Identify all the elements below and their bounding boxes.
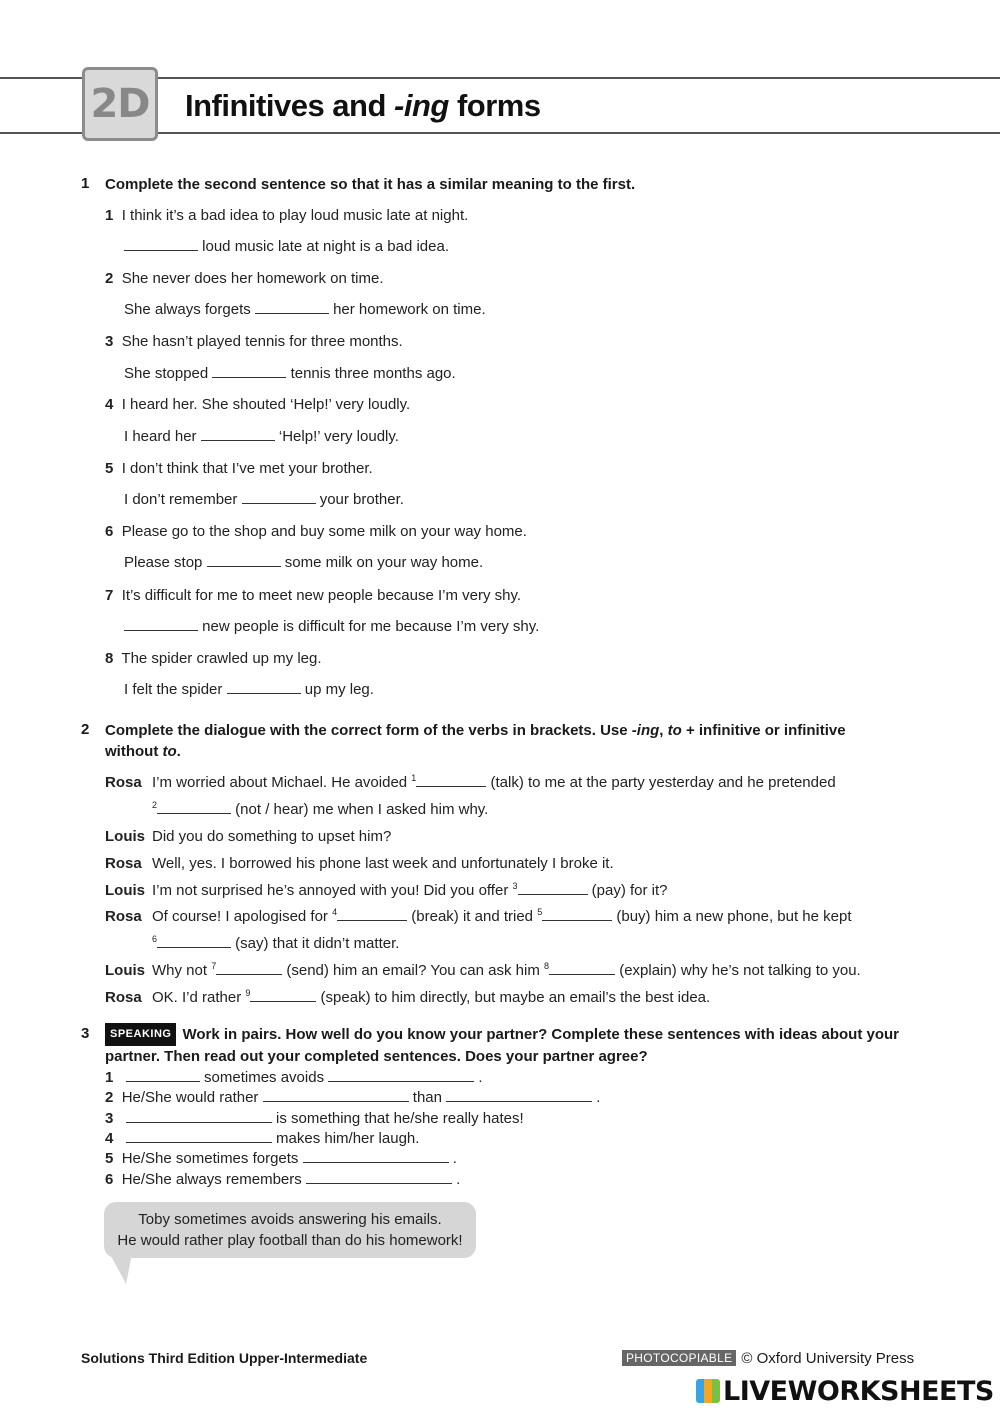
ex1-item-5-second: I don’t remember your brother.: [124, 491, 404, 508]
ex1-item-4-second: I heard her ‘Help!’ very loudly.: [124, 428, 399, 445]
answer-blank[interactable]: [328, 1069, 474, 1082]
dialogue-line: Rosa I’m worried about Michael. He avoided $^1$ (talk) to me at the party yesterday and he pretended: [105, 773, 836, 791]
ex3-item-3: 3 is something that he/she really hates!: [105, 1110, 524, 1127]
ex1-item-7-first: 7 It’s difficult for me to meet new people because I’m very shy.: [105, 587, 522, 604]
ex3-item-4: 4 makes him/her laugh.: [105, 1130, 420, 1147]
footer-book-title: Solutions Third Edition Upper-Intermediate: [81, 1350, 368, 1366]
answer-blank[interactable]: [518, 882, 588, 895]
speech-bubble-tail: [110, 1254, 136, 1284]
answer-blank[interactable]: [124, 618, 198, 631]
page-title: Infinitives and -ing forms: [185, 88, 541, 123]
ex1-item-4-first: 4 I heard her. She shouted ‘Help!’ very loudly.: [105, 396, 411, 413]
exercise-2-number: 2: [81, 721, 90, 738]
answer-blank[interactable]: [212, 365, 286, 378]
speech-bubble: Toby sometimes avoids answering his emails. He would rather play football than do his homework!: [104, 1202, 476, 1258]
answer-blank[interactable]: [306, 1171, 452, 1184]
dialogue-line: Rosa Well, yes. I borrowed his phone last week and unfortunately I broke it.: [105, 855, 614, 872]
answer-blank[interactable]: [549, 962, 615, 975]
dialogue-line: $^2$ (not / hear) me when I asked him why.: [152, 800, 489, 818]
unit-badge: 2D: [82, 67, 158, 141]
ex3-item-1: 1 sometimes avoids .: [105, 1069, 483, 1086]
answer-blank[interactable]: [126, 1130, 272, 1143]
answer-blank[interactable]: [255, 301, 329, 314]
dialogue-line: $^6$ (say) that it didn’t matter.: [152, 934, 400, 952]
answer-blank[interactable]: [542, 908, 612, 921]
exercise-3-number: 3: [81, 1025, 90, 1042]
ex3-item-6: 6 He/She always remembers .: [105, 1171, 461, 1188]
dialogue-line: Rosa OK. I’d rather $^9$ (speak) to him directly, but maybe an email’s the best idea.: [105, 988, 711, 1006]
answer-blank[interactable]: [242, 491, 316, 504]
ex1-item-8-first: 8 The spider crawled up my leg.: [105, 650, 322, 667]
answer-blank[interactable]: [124, 238, 198, 251]
answer-blank[interactable]: [157, 801, 231, 814]
ex3-item-2: 2 He/She would rather than .: [105, 1089, 601, 1106]
answer-blank[interactable]: [303, 1150, 449, 1163]
answer-blank[interactable]: [207, 554, 281, 567]
ex3-item-5: 5 He/She sometimes forgets .: [105, 1150, 457, 1167]
answer-blank[interactable]: [216, 962, 282, 975]
dialogue-line: Rosa Of course! I apologised for $^4$ (break) it and tried $^5$ (buy) him a new phone, but he kept: [105, 907, 852, 925]
answer-blank[interactable]: [201, 428, 275, 441]
footer-copyright: PHOTOCOPIABLE © Oxford University Press: [622, 1350, 914, 1367]
liveworksheets-watermark: LIVEWORKSHEETS: [696, 1376, 994, 1407]
ex1-item-5-first: 5 I don’t think that I’ve met your brother.: [105, 460, 373, 477]
answer-blank[interactable]: [337, 908, 407, 921]
ex1-item-1-second: loud music late at night is a bad idea.: [124, 238, 449, 255]
exercise-3-instruction: SPEAKING Work in pairs. How well do you know your partner? Complete these sentences with ideas about your partner. Then read out your completed sentences. Does your partner agree?: [105, 1023, 899, 1067]
photocopiable-badge: PHOTOCOPIABLE: [622, 1350, 736, 1366]
ex1-item-1-first: 1 I think it’s a bad idea to play loud music late at night.: [105, 207, 469, 224]
answer-blank[interactable]: [157, 935, 231, 948]
speaking-tag: SPEAKING: [105, 1023, 176, 1046]
answer-blank[interactable]: [227, 681, 301, 694]
ex1-item-6-second: Please stop some milk on your way home.: [124, 554, 484, 571]
answer-blank[interactable]: [263, 1089, 409, 1102]
answer-blank[interactable]: [250, 989, 316, 1002]
ex1-item-2-second: She always forgets her homework on time.: [124, 301, 486, 318]
dialogue-line: Louis Did you do something to upset him?: [105, 828, 392, 845]
exercise-2-instruction: Complete the dialogue with the correct form of the verbs in brackets. Use -ing, to + infinitive or infinitive without to.: [105, 722, 846, 760]
answer-blank[interactable]: [126, 1069, 200, 1082]
answer-blank[interactable]: [416, 774, 486, 787]
ex1-item-2-first: 2 She never does her homework on time.: [105, 270, 384, 287]
ex1-item-8-second: I felt the spider up my leg.: [124, 681, 374, 698]
liveworksheets-logo-icon: [696, 1379, 720, 1403]
exercise-1-number: 1: [81, 175, 90, 192]
exercise-1-instruction: Complete the second sentence so that it has a similar meaning to the first.: [105, 176, 636, 193]
answer-blank[interactable]: [446, 1089, 592, 1102]
ex1-item-7-second: new people is difficult for me because I’m very shy.: [124, 618, 539, 635]
dialogue-line: Louis Why not $^7$ (send) him an email? You can ask him $^8$ (explain) why he’s not talking to you.: [105, 961, 861, 979]
ex1-item-6-first: 6 Please go to the shop and buy some milk on your way home.: [105, 523, 527, 540]
answer-blank[interactable]: [126, 1110, 272, 1123]
ex1-item-3-first: 3 She hasn’t played tennis for three months.: [105, 333, 403, 350]
dialogue-line: Louis I’m not surprised he’s annoyed with you! Did you offer $^3$ (pay) for it?: [105, 881, 668, 899]
ex1-item-3-second: She stopped tennis three months ago.: [124, 365, 456, 382]
